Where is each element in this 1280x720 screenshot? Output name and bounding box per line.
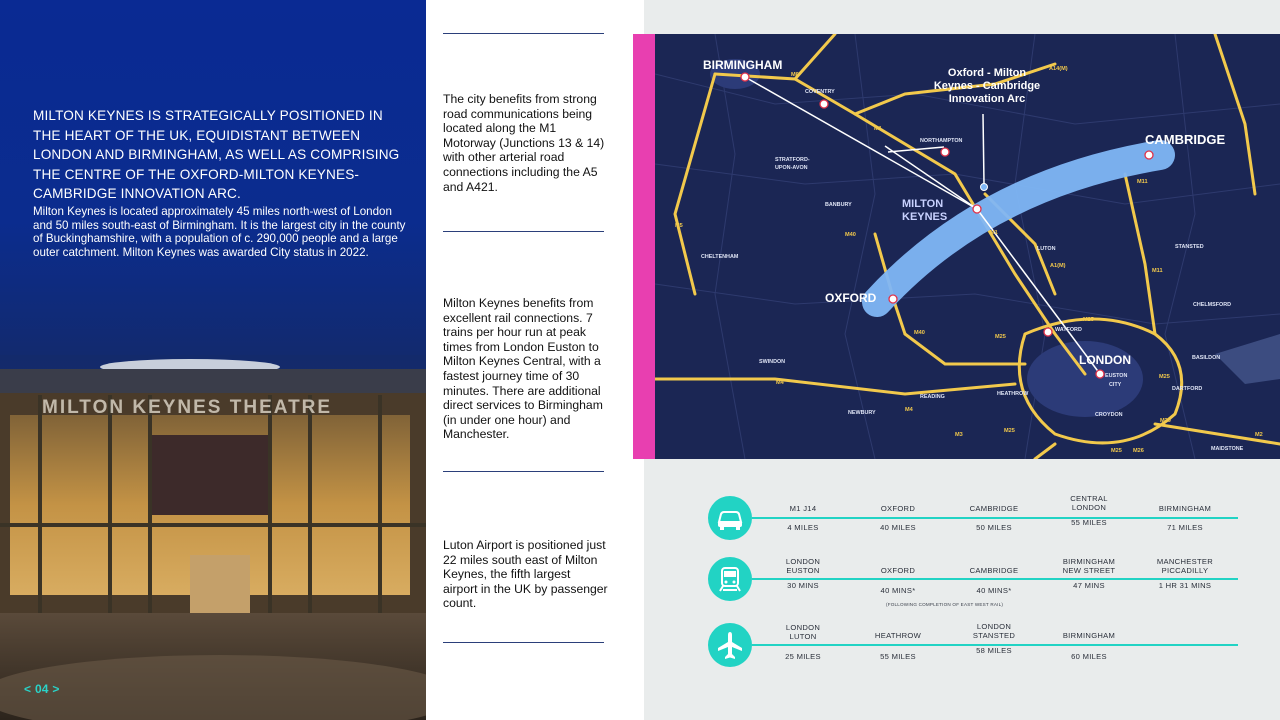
map-road-m25: M25 xyxy=(1004,428,1015,434)
page-number: 04 xyxy=(35,682,49,696)
map-road-m26: M26 xyxy=(1133,448,1144,454)
map-label-london: LONDON xyxy=(1079,353,1131,367)
road-dest: M1 J14 xyxy=(789,504,817,513)
road-paragraph: The city benefits from strong road communications being located along the M1 Motorway (Junctions 13 & 14) with other arterial road connections including the A5 and A421. xyxy=(443,92,605,194)
air-dest: LONDON STANSTED xyxy=(972,622,1016,640)
map-town-reading: READING xyxy=(920,394,945,400)
transport-row-rail xyxy=(708,557,1238,607)
map-town-euston: EUSTON xyxy=(1105,373,1128,379)
map-town-watford: WATFORD xyxy=(1055,327,1082,333)
row-line xyxy=(752,517,1238,519)
map-road-m5: M5 xyxy=(675,223,683,229)
map-label-cambridge: CAMBRIDGE xyxy=(1145,132,1226,147)
air-paragraph: Luton Airport is positioned just 22 miles south east of Milton Keynes, the fifth largest airport in the UK by passenger count. xyxy=(443,538,608,611)
intro-paragraph: Milton Keynes is located approximately 45 miles north-west of London and 50 miles south-east of Birmingham. It is the largest city in the county of Buckinghamshire, with a population of c. 290,000 people and a large outer catchment. Milton Keynes was awarded City status in 2022. xyxy=(33,205,406,259)
map-road-m4: M4 xyxy=(905,407,913,413)
road-value: 55 MILES xyxy=(1071,518,1107,527)
road-dest: CENTRAL LONDON xyxy=(1070,494,1108,512)
road-value: 71 MILES xyxy=(1167,523,1203,532)
map-town-city: CITY xyxy=(1109,382,1122,388)
map-road-m1: M1 xyxy=(990,230,998,236)
map-town-dartford: DARTFORD xyxy=(1172,386,1203,392)
map-road-m20: M20 xyxy=(1160,418,1171,424)
rail-footnote: (FOLLOWING COMPLETION OF EAST WEST RAIL) xyxy=(886,602,1004,607)
air-dest: BIRMINGHAM xyxy=(1062,631,1116,640)
rail-dest: OXFORD xyxy=(880,566,916,575)
map-town-stansted: STANSTED xyxy=(1175,244,1204,250)
theatre-photo xyxy=(0,355,426,720)
map-label-mk-line1: MILTON xyxy=(902,198,944,210)
map-accent-bar xyxy=(633,34,655,459)
air-dest: HEATHROW xyxy=(874,631,922,640)
divider xyxy=(443,471,604,472)
air-value: 60 MILES xyxy=(1071,652,1107,661)
rail-value: 1 HR 31 MINS xyxy=(1158,581,1212,590)
map-label-mk-line2: KEYNES xyxy=(902,211,948,223)
road-dest: OXFORD xyxy=(880,504,916,513)
rail-dest: MANCHESTER PICCADILLY xyxy=(1156,557,1214,575)
road-value: 50 MILES xyxy=(976,523,1012,532)
map-road-m40: M40 xyxy=(914,330,925,336)
map-road-m25: M25 xyxy=(1159,374,1170,380)
map-section xyxy=(633,34,1280,459)
divider xyxy=(443,642,604,643)
map-arc-label-line1: Oxford - Milton xyxy=(947,67,1027,79)
map-arc-label-line2: Keynes - Cambridge xyxy=(933,80,1041,92)
next-page-arrow-icon[interactable]: > xyxy=(52,682,60,696)
map-town-banbury: BANBURY xyxy=(825,202,852,208)
map-town-cheltenham: CHELTENHAM xyxy=(701,254,739,260)
headline: MILTON KEYNES IS STRATEGICALLY POSITIONED IN THE HEART OF THE UK, EQUIDISTANT BETWEEN LONDON AND BIRMINGHAM, AS WELL AS COMPRISING THE CENTRE OF THE OXFORD-MILTON KEYNES-CAMBRIDGE INNOVATION ARC. xyxy=(33,108,400,201)
map-town-luton: LUTON xyxy=(1037,246,1056,252)
rail-paragraph: Milton Keynes benefits from excellent rail connections. 7 trains per hour run at peak times from London Euston to Milton Keynes Central, with a fastest journey time of 30 minutes. There are additional direct services to Birmingham (in under one hour) and Manchester. xyxy=(443,296,603,442)
map-label-oxford: OXFORD xyxy=(825,291,877,305)
map-town-heathrow: HEATHROW xyxy=(997,391,1029,397)
page-navigation xyxy=(24,682,59,696)
map-road-m25: M25 xyxy=(1083,317,1094,323)
train-icon xyxy=(708,557,752,601)
map-road-m6: M6 xyxy=(791,72,799,78)
transport-row-road xyxy=(708,496,1238,546)
location-map xyxy=(655,34,1280,459)
rail-dest: CAMBRIDGE xyxy=(969,566,1019,575)
rail-value: 47 MINS xyxy=(1073,581,1105,590)
transport-row-air xyxy=(708,623,1238,673)
plane-icon xyxy=(708,623,752,667)
map-road-a14: A14(M) xyxy=(1049,66,1068,72)
row-line xyxy=(752,578,1238,580)
map-road-m3: M3 xyxy=(955,432,963,438)
map-town-croydon: CROYDON xyxy=(1095,412,1123,418)
map-label-birmingham: BIRMINGHAM xyxy=(703,58,783,72)
left-panel xyxy=(0,0,426,720)
map-road-a1m: A1(M) xyxy=(1050,263,1066,269)
divider xyxy=(443,231,604,232)
map-town-swindon: SWINDON xyxy=(759,359,786,365)
rail-dest: LONDON EUSTON xyxy=(785,557,821,575)
map-road-m25: M25 xyxy=(995,334,1006,340)
map-town-stratford-line1: STRATFORD- xyxy=(775,157,810,163)
map-road-m11: M11 xyxy=(1137,179,1148,185)
map-arc-label-line3: Innovation Arc xyxy=(948,93,1026,105)
map-road-m4: M4 xyxy=(776,380,784,386)
map-town-northampton: NORTHAMPTON xyxy=(920,138,963,144)
rail-value: 30 MINS xyxy=(787,581,819,590)
map-road-m1: M1 xyxy=(874,126,882,132)
map-town-maidstone: MAIDSTONE xyxy=(1211,446,1244,452)
map-road-m40: M40 xyxy=(845,232,856,238)
rail-dest: BIRMINGHAM NEW STREET xyxy=(1062,557,1116,575)
road-dest: CAMBRIDGE xyxy=(969,504,1019,513)
map-road-m2: M2 xyxy=(1255,432,1263,438)
map-town-newbury: NEWBURY xyxy=(848,410,876,416)
air-value: 58 MILES xyxy=(976,646,1012,655)
map-town-basildon: BASILDON xyxy=(1192,355,1221,361)
road-value: 4 MILES xyxy=(787,523,819,532)
air-value: 55 MILES xyxy=(880,652,916,661)
rail-value: 40 MINS* xyxy=(880,586,916,595)
car-icon xyxy=(708,496,752,540)
map-town-stratford-line2: UPON-AVON xyxy=(775,165,808,171)
road-dest: BIRMINGHAM xyxy=(1158,504,1212,513)
map-town-chelmsford: CHELMSFORD xyxy=(1193,302,1232,308)
rail-value: 40 MINS* xyxy=(976,586,1012,595)
road-value: 40 MILES xyxy=(880,523,916,532)
divider xyxy=(443,33,604,34)
map-road-m25: M25 xyxy=(1111,448,1122,454)
prev-page-arrow-icon[interactable]: < xyxy=(24,682,32,696)
map-road-m11: M11 xyxy=(1152,268,1163,274)
air-value: 25 MILES xyxy=(785,652,821,661)
theatre-sign: MILTON KEYNES THEATRE xyxy=(42,397,333,418)
air-dest: LONDON LUTON xyxy=(785,623,821,641)
map-town-coventry: COVENTRY xyxy=(805,89,835,95)
middle-column xyxy=(426,0,644,720)
